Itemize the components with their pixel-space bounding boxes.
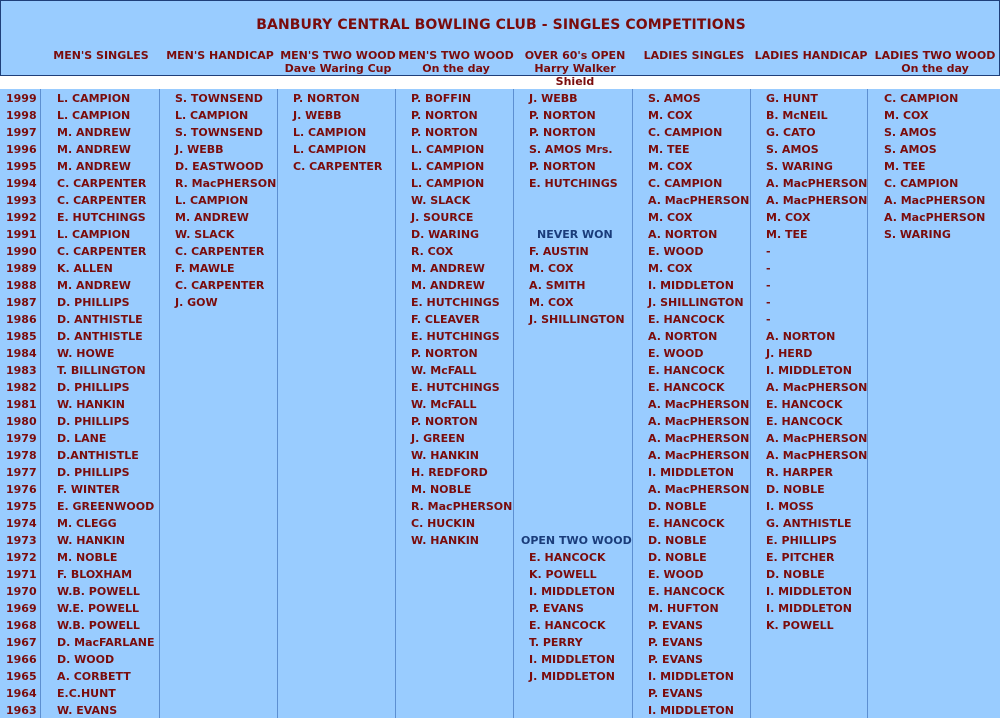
- winner-cell: E. HUTCHINGS: [57, 211, 146, 224]
- winner-cell: M. COX: [648, 262, 693, 275]
- winner-cell: E. PITCHER: [766, 551, 835, 564]
- winner-cell: [529, 447, 632, 464]
- column-header-over-60s-open: [515, 49, 635, 88]
- winner-cell: A. MacPHERSON: [766, 432, 868, 445]
- winner-cell: M. COX: [529, 262, 574, 275]
- winner-cell: I. MIDDLETON: [766, 364, 852, 377]
- year-cell: 1990: [6, 245, 37, 258]
- winner-cell: I. MIDDLETON: [648, 704, 734, 717]
- ladies-two-wood-column: [884, 90, 985, 243]
- winner-cell: C. CAMPION: [648, 177, 723, 190]
- winner-cell: S. AMOS: [884, 126, 937, 139]
- winner-cell: S. TOWNSEND: [175, 92, 263, 105]
- winner-cell: A. MacPHERSON: [766, 449, 868, 462]
- column-header-ladies-two-wood: [869, 49, 1000, 75]
- winner-cell: D. PHILLIPS: [57, 466, 130, 479]
- winner-cell: E. WOOD: [648, 245, 704, 258]
- column-header-line2: Dave Waring Cup: [284, 62, 392, 75]
- winner-cell: [529, 498, 632, 515]
- winner-cell: D. ANTHISTLE: [57, 313, 143, 326]
- winner-cell: E. HANCOCK: [766, 415, 843, 428]
- winner-cell: M. ANDREW: [57, 143, 131, 156]
- winner-cell: A. SMITH: [529, 279, 586, 292]
- winner-cell: F. WINTER: [57, 483, 120, 496]
- winner-cell: W. HANKIN: [411, 534, 479, 547]
- winner-cell: A. MacPHERSON: [648, 194, 750, 207]
- winner-cell: L. CAMPION: [411, 143, 485, 156]
- year-cell: 1970: [6, 585, 37, 598]
- winner-cell: M. TEE: [648, 143, 690, 156]
- column-header-line1: MEN'S HANDICAP: [166, 49, 274, 62]
- winner-cell: M. COX: [648, 160, 693, 173]
- winner-cell: [529, 379, 632, 396]
- column-header-line1: MEN'S TWO WOOD: [280, 49, 396, 62]
- winner-cell: E. HANCOCK: [648, 364, 725, 377]
- winner-cell: L. CAMPION: [57, 92, 131, 105]
- winner-cell: S. TOWNSEND: [175, 126, 263, 139]
- winner-cell: J. SOURCE: [411, 211, 474, 224]
- winner-cell: J. HERD: [766, 347, 813, 360]
- winner-cell: E. GREENWOOD: [57, 500, 155, 513]
- year-cell: 1987: [6, 296, 37, 309]
- year-cell: 1999: [6, 92, 37, 105]
- winner-cell: J. GREEN: [411, 432, 465, 445]
- winner-cell: A. CORBETT: [57, 670, 131, 683]
- column-header-line1: MEN'S TWO WOOD: [398, 49, 514, 62]
- winner-cell: M. NOBLE: [57, 551, 118, 564]
- winner-cell: I. MIDDLETON: [648, 466, 734, 479]
- winner-cell: C. CARPENTER: [57, 245, 147, 258]
- winner-cell: T. PERRY: [529, 636, 583, 649]
- winner-cell: M. ANDREW: [175, 211, 249, 224]
- year-cell: 1980: [6, 415, 37, 428]
- winner-cell: F. BLOXHAM: [57, 568, 133, 581]
- winner-cell: L. CAMPION: [293, 143, 367, 156]
- winner-cell: M. ANDREW: [57, 279, 131, 292]
- year-cell: 1979: [6, 432, 37, 445]
- year-cell: 1975: [6, 500, 37, 513]
- winner-cell: W. HOWE: [57, 347, 115, 360]
- column-header-mens-two-wood-day: [397, 49, 515, 75]
- winner-cell: A. MacPHERSON: [766, 177, 868, 190]
- winner-cell: D. WARING: [411, 228, 480, 241]
- winner-cell: K. ALLEN: [57, 262, 113, 275]
- winner-cell: I. MIDDLETON: [766, 585, 852, 598]
- winner-cell: W.B. POWELL: [57, 585, 140, 598]
- winner-cell: D. MacFARLANE: [57, 636, 155, 649]
- year-cell: 1966: [6, 653, 37, 666]
- winner-cell: [529, 396, 632, 413]
- winner-cell: S. AMOS Mrs.: [529, 143, 613, 156]
- winner-cell: [529, 515, 632, 532]
- year-cell: 1989: [6, 262, 37, 275]
- winner-cell: A. MacPHERSON: [648, 432, 750, 445]
- winner-cell: E. WOOD: [648, 347, 704, 360]
- winner-cell: D. LANE: [57, 432, 107, 445]
- winner-cell: A. MacPHERSON: [648, 449, 750, 462]
- winner-cell: S. WARING: [884, 228, 951, 241]
- year-cell: 1986: [6, 313, 37, 326]
- winner-cell: I. MIDDLETON: [648, 279, 734, 292]
- column-header-ladies-handicap: [753, 49, 869, 62]
- winner-cell: [529, 430, 632, 447]
- winner-cell: M. COX: [648, 109, 693, 122]
- column-header-line2: On the day: [422, 62, 490, 75]
- winner-cell: W.B. POWELL: [57, 619, 140, 632]
- winner-cell: I. MIDDLETON: [529, 653, 615, 666]
- winner-cell: D. WOOD: [57, 653, 115, 666]
- winner-cell: M. ANDREW: [57, 160, 131, 173]
- column-header-line2: Harry Walker Shield: [534, 62, 616, 88]
- column-divider: [513, 89, 514, 718]
- winner-cell: C. HUCKIN: [411, 517, 476, 530]
- year-cell: 1988: [6, 279, 37, 292]
- winner-cell: P. EVANS: [529, 602, 584, 615]
- column-header-line1: LADIES HANDICAP: [754, 49, 868, 62]
- winner-cell: T. BILLINGTON: [57, 364, 146, 377]
- winner-cell: H. REDFORD: [411, 466, 488, 479]
- column-divider: [750, 89, 751, 718]
- mens-two-wood-cup-column: [293, 90, 382, 175]
- winner-cell: -: [766, 279, 771, 292]
- column-header-ladies-singles: [635, 49, 753, 62]
- column-header-line1: OVER 60's OPEN: [524, 49, 626, 62]
- winner-cell: E.C.HUNT: [57, 687, 116, 700]
- years-column: [6, 90, 37, 719]
- winner-cell: [529, 192, 632, 209]
- winner-cell: [529, 413, 632, 430]
- winner-cell: W. EVANS: [57, 704, 118, 717]
- winner-cell: E. HANCOCK: [648, 313, 725, 326]
- winner-cell: L. CAMPION: [175, 109, 249, 122]
- winner-cell: P. NORTON: [411, 109, 478, 122]
- section-subheading: NEVER WON: [537, 228, 613, 241]
- column-divider: [395, 89, 396, 718]
- ladies-handicap-column: [766, 90, 867, 634]
- winner-cell: D. PHILLIPS: [57, 296, 130, 309]
- winner-cell: M. COX: [648, 211, 693, 224]
- winner-cell: S. AMOS: [648, 92, 701, 105]
- winner-cell: P. NORTON: [529, 109, 596, 122]
- winner-cell: M. HUFTON: [648, 602, 719, 615]
- column-header-line2: On the day: [901, 62, 969, 75]
- year-cell: 1971: [6, 568, 37, 581]
- winner-cell: P. NORTON: [411, 126, 478, 139]
- winner-cell: E. WOOD: [648, 568, 704, 581]
- column-divider: [159, 89, 160, 718]
- winner-cell: -: [766, 296, 771, 309]
- winner-cell: E. HANCOCK: [648, 585, 725, 598]
- winner-cell: F. MAWLE: [175, 262, 235, 275]
- winner-cell: J. WEBB: [293, 109, 342, 122]
- winner-cell: W. SLACK: [175, 228, 235, 241]
- winner-cell: J. SHILLINGTON: [529, 313, 625, 326]
- winner-cell: W. SLACK: [411, 194, 471, 207]
- winner-cell: D. ANTHISTLE: [57, 330, 143, 343]
- year-cell: 1991: [6, 228, 37, 241]
- column-divider: [40, 89, 41, 718]
- winner-cell: R. MacPHERSON: [411, 500, 513, 513]
- winner-cell: E. HUTCHINGS: [529, 177, 618, 190]
- winner-cell: [529, 362, 632, 379]
- winner-cell: D. NOBLE: [648, 551, 707, 564]
- winner-cell: L. CAMPION: [411, 160, 485, 173]
- section-subheading: OPEN TWO WOOD: [521, 534, 632, 547]
- winner-cell: P. EVANS: [648, 653, 703, 666]
- winner-cell: L. CAMPION: [175, 194, 249, 207]
- winner-cell: W. HANKIN: [57, 398, 125, 411]
- winner-cell: [529, 481, 632, 498]
- year-cell: 1985: [6, 330, 37, 343]
- winner-cell: F. CLEAVER: [411, 313, 480, 326]
- winner-cell: M. TEE: [766, 228, 808, 241]
- winner-cell: A. MacPHERSON: [884, 211, 986, 224]
- winner-cell: G. CATO: [766, 126, 816, 139]
- winner-cell: M. CLEGG: [57, 517, 117, 530]
- winner-cell: W. McFALL: [411, 364, 477, 377]
- winner-cell: A. NORTON: [766, 330, 836, 343]
- winner-cell: P. NORTON: [411, 415, 478, 428]
- winner-cell: E. PHILLIPS: [766, 534, 837, 547]
- mens-two-wood-day-column: [411, 90, 512, 549]
- winner-cell: P. NORTON: [529, 126, 596, 139]
- winner-cell: E. HANCOCK: [529, 551, 606, 564]
- winner-cell: P. EVANS: [648, 636, 703, 649]
- year-cell: 1976: [6, 483, 37, 496]
- page-title: BANBURY CENTRAL BOWLING CLUB - SINGLES COMPETITIONS: [256, 17, 746, 33]
- year-cell: 1995: [6, 160, 37, 173]
- winner-cell: E. HANCOCK: [648, 381, 725, 394]
- mens-singles-column: [57, 90, 155, 719]
- winner-cell: C. CAMPION: [884, 177, 959, 190]
- year-cell: 1965: [6, 670, 37, 683]
- winner-cell: E. HUTCHINGS: [411, 296, 500, 309]
- winner-cell: D. PHILLIPS: [57, 381, 130, 394]
- winner-cell: M. NOBLE: [411, 483, 472, 496]
- year-cell: 1968: [6, 619, 37, 632]
- winner-cell: P. NORTON: [293, 92, 360, 105]
- column-header-line1: LADIES TWO WOOD: [874, 49, 996, 62]
- winner-cell: C. CAMPION: [884, 92, 959, 105]
- winner-cell: A. MacPHERSON: [648, 415, 750, 428]
- year-cell: 1972: [6, 551, 37, 564]
- winner-cell: C. CARPENTER: [57, 177, 147, 190]
- winner-cell: C. CARPENTER: [175, 279, 265, 292]
- winner-cell: I. MIDDLETON: [529, 585, 615, 598]
- header-panel: [0, 0, 1000, 88]
- column-header-mens-singles: [41, 49, 161, 62]
- winner-cell: B. McNEIL: [766, 109, 828, 122]
- winner-cell: J. GOW: [175, 296, 218, 309]
- winner-cell: M. COX: [884, 109, 929, 122]
- year-cell: 1969: [6, 602, 37, 615]
- winner-cell: M. ANDREW: [57, 126, 131, 139]
- winner-cell: L. CAMPION: [57, 228, 131, 241]
- winner-cell: L. CAMPION: [57, 109, 131, 122]
- winner-cell: M. ANDREW: [411, 279, 485, 292]
- winner-cell: I. MOSS: [766, 500, 814, 513]
- winner-cell: I. MIDDLETON: [766, 602, 852, 615]
- year-cell: 1981: [6, 398, 37, 411]
- year-cell: 1978: [6, 449, 37, 462]
- column-divider: [277, 89, 278, 718]
- year-cell: 1996: [6, 143, 37, 156]
- winner-cell: A. MacPHERSON: [648, 483, 750, 496]
- winner-cell: R. COX: [411, 245, 454, 258]
- year-cell: 1984: [6, 347, 37, 360]
- winner-cell: S. WARING: [766, 160, 833, 173]
- winner-cell: W. McFALL: [411, 398, 477, 411]
- winner-cell: J. WEBB: [529, 92, 578, 105]
- winner-cell: W.E. POWELL: [57, 602, 140, 615]
- winner-cell: -: [766, 262, 771, 275]
- column-divider: [632, 89, 633, 718]
- winner-cell: M. TEE: [884, 160, 926, 173]
- winner-cell: J. SHILLINGTON: [648, 296, 744, 309]
- winner-cell: [529, 328, 632, 345]
- winner-cell: A. NORTON: [648, 330, 718, 343]
- ladies-singles-column: [648, 90, 749, 719]
- winner-cell: A. MacPHERSON: [766, 194, 868, 207]
- year-cell: 1963: [6, 704, 37, 717]
- winner-cell: D. NOBLE: [648, 500, 707, 513]
- year-cell: 1983: [6, 364, 37, 377]
- winner-cell: C. CAMPION: [648, 126, 723, 139]
- year-cell: 1994: [6, 177, 37, 190]
- winner-cell: S. AMOS: [766, 143, 819, 156]
- winner-cell: D. NOBLE: [648, 534, 707, 547]
- results-table: [0, 89, 1000, 718]
- winner-cell: E. HANCOCK: [766, 398, 843, 411]
- mens-handicap-column: [175, 90, 276, 311]
- winner-cell: [529, 464, 632, 481]
- winner-cell: M. COX: [529, 296, 574, 309]
- winner-cell: M. ANDREW: [411, 262, 485, 275]
- winner-cell: J. MIDDLETON: [529, 670, 615, 683]
- year-cell: 1974: [6, 517, 37, 530]
- over-60s-open-column: [521, 90, 632, 685]
- winner-cell: A. NORTON: [648, 228, 718, 241]
- winner-cell: P. NORTON: [529, 160, 596, 173]
- year-cell: 1973: [6, 534, 37, 547]
- column-header-mens-two-wood-cup: [279, 49, 397, 75]
- winner-cell: D. NOBLE: [766, 483, 825, 496]
- winner-cell: J. WEBB: [175, 143, 224, 156]
- year-cell: 1964: [6, 687, 37, 700]
- winner-cell: -: [766, 245, 771, 258]
- winner-cell: S. AMOS: [884, 143, 937, 156]
- winner-cell: R. MacPHERSON: [175, 177, 277, 190]
- winner-cell: M. COX: [766, 211, 811, 224]
- winner-cell: C. CARPENTER: [175, 245, 265, 258]
- winner-cell: W. HANKIN: [57, 534, 125, 547]
- year-cell: 1998: [6, 109, 37, 122]
- winner-cell: P. EVANS: [648, 619, 703, 632]
- winner-cell: [529, 209, 632, 226]
- year-cell: 1997: [6, 126, 37, 139]
- winner-cell: E. HUTCHINGS: [411, 330, 500, 343]
- year-cell: 1977: [6, 466, 37, 479]
- year-cell: 1982: [6, 381, 37, 394]
- winner-cell: A. MacPHERSON: [884, 194, 986, 207]
- winner-cell: E. HUTCHINGS: [411, 381, 500, 394]
- winner-cell: E. HANCOCK: [648, 517, 725, 530]
- winner-cell: -: [766, 313, 771, 326]
- column-header-mens-handicap: [161, 49, 279, 62]
- winner-cell: L. CAMPION: [293, 126, 367, 139]
- winner-cell: P. EVANS: [648, 687, 703, 700]
- winner-cell: D. NOBLE: [766, 568, 825, 581]
- winner-cell: A. MacPHERSON: [766, 381, 868, 394]
- winner-cell: A. MacPHERSON: [648, 398, 750, 411]
- winner-cell: K. POWELL: [529, 568, 597, 581]
- winner-cell: P. NORTON: [411, 347, 478, 360]
- column-header-line1: MEN'S SINGLES: [53, 49, 149, 62]
- winner-cell: W. HANKIN: [411, 449, 479, 462]
- year-cell: 1993: [6, 194, 37, 207]
- winner-cell: R. HARPER: [766, 466, 833, 479]
- winner-cell: C. CARPENTER: [57, 194, 147, 207]
- winner-cell: G. HUNT: [766, 92, 818, 105]
- winner-cell: G. ANTHISTLE: [766, 517, 852, 530]
- year-cell: 1967: [6, 636, 37, 649]
- winner-cell: F. AUSTIN: [529, 245, 589, 258]
- winner-cell: L. CAMPION: [411, 177, 485, 190]
- column-header-line1: LADIES SINGLES: [643, 49, 745, 62]
- winner-cell: D.ANTHISTLE: [57, 449, 139, 462]
- winner-cell: D. PHILLIPS: [57, 415, 130, 428]
- winner-cell: I. MIDDLETON: [648, 670, 734, 683]
- winner-cell: [529, 345, 632, 362]
- winner-cell: D. EASTWOOD: [175, 160, 264, 173]
- winner-cell: P. BOFFIN: [411, 92, 472, 105]
- winner-cell: K. POWELL: [766, 619, 834, 632]
- winner-cell: C. CARPENTER: [293, 160, 383, 173]
- year-cell: 1992: [6, 211, 37, 224]
- winner-cell: E. HANCOCK: [529, 619, 606, 632]
